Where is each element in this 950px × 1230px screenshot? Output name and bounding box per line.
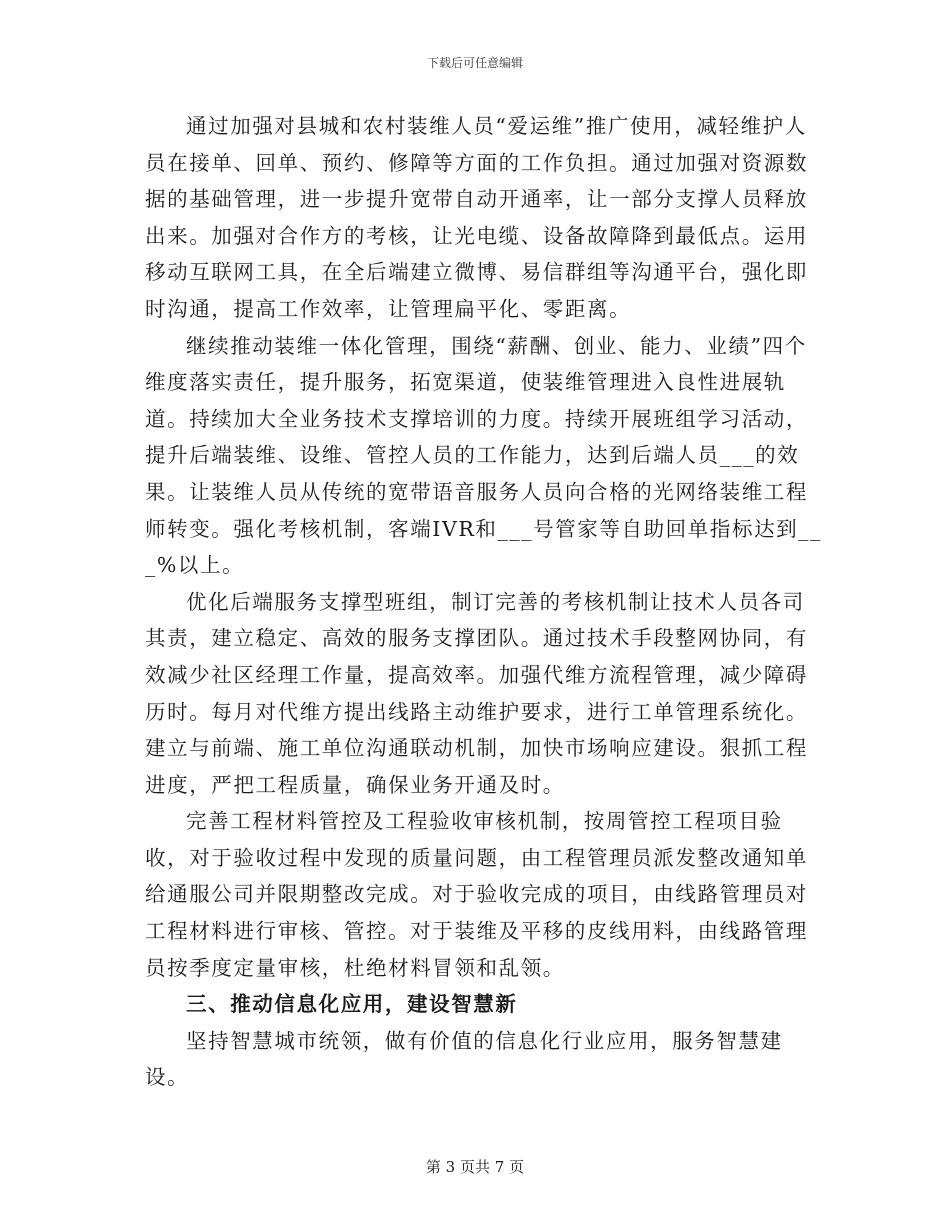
paragraph-5: 坚持智慧城市统领，做有价值的信息化行业应用，服务智慧建设。 xyxy=(145,1028,783,1090)
document-body xyxy=(145,108,825,1096)
paragraph-1: 通过加强对县城和农村装维人员“爱运维”推广使用，减轻维护人员在接单、回单、预约、修障等方面的工作负担。通过加强对资源数据的基础管理，进一步提升宽带自动开通率，让一部分支撑人员释放出来。加强对合作方的考核，让光电缆、设备故障降到最低点。运用移动互联网工具，在全后端建立微博、易信群组等沟通平台，强化即时沟通，提高工作效率，让管理扁平化、零距离。 xyxy=(145,114,808,321)
paragraph-4: 完善工程材料管控及工程验收审核机制，按周管控工程项目验收，对于验收过程中发现的质量问题，由工程管理员派发整改通知单给通服公司并限期整改完成。对于验收完成的项目，由线路管理员对工程材料进行审核、管控。对于装维及平移的皮线用料，由线路管理员按季度定量审核，杜绝材料冒领和乱领。 xyxy=(145,809,808,980)
page-header: 下载后可任意编辑 xyxy=(426,56,523,70)
paragraph-2: 继续推动装维一体化管理，围绕“薪酬、创业、能力、业绩”四个维度落实责任，提升服务，拓宽渠道，使装维管理进入良性进展轨道。持续加大全业务技术支撑培训的力度。持续开展班组学习活动，提升后端装维、设维、管控人员的工作能力，达到后端人员___的效果。让装维人员从传统的宽带语音服务人员向合格的光网络装维工程师转变。强化考核机制，客端IVR和___号管家等自助回单指标达到___%以上。 xyxy=(145,333,822,578)
section-heading: 三、推动信息化应用，建设智慧新 xyxy=(186,992,518,1017)
paragraph-3: 优化后端服务支撑型班组，制订完善的考核机制让技术人员各司其责，建立稳定、高效的服务支撑团队。通过技术手段整网协同，有效减少社区经理工作量，提高效率。加强代维方流程管理，减少障碍历时。每月对代维方提出线路主动维护要求，进行工单管理系统化。建立与前端、施工单位沟通联动机制，加快市场响应建设。狠抓工程进度，严把工程质量，确保业务开通及时。 xyxy=(145,589,808,797)
page-number: 第 3 页共 7 页 xyxy=(425,1158,525,1176)
